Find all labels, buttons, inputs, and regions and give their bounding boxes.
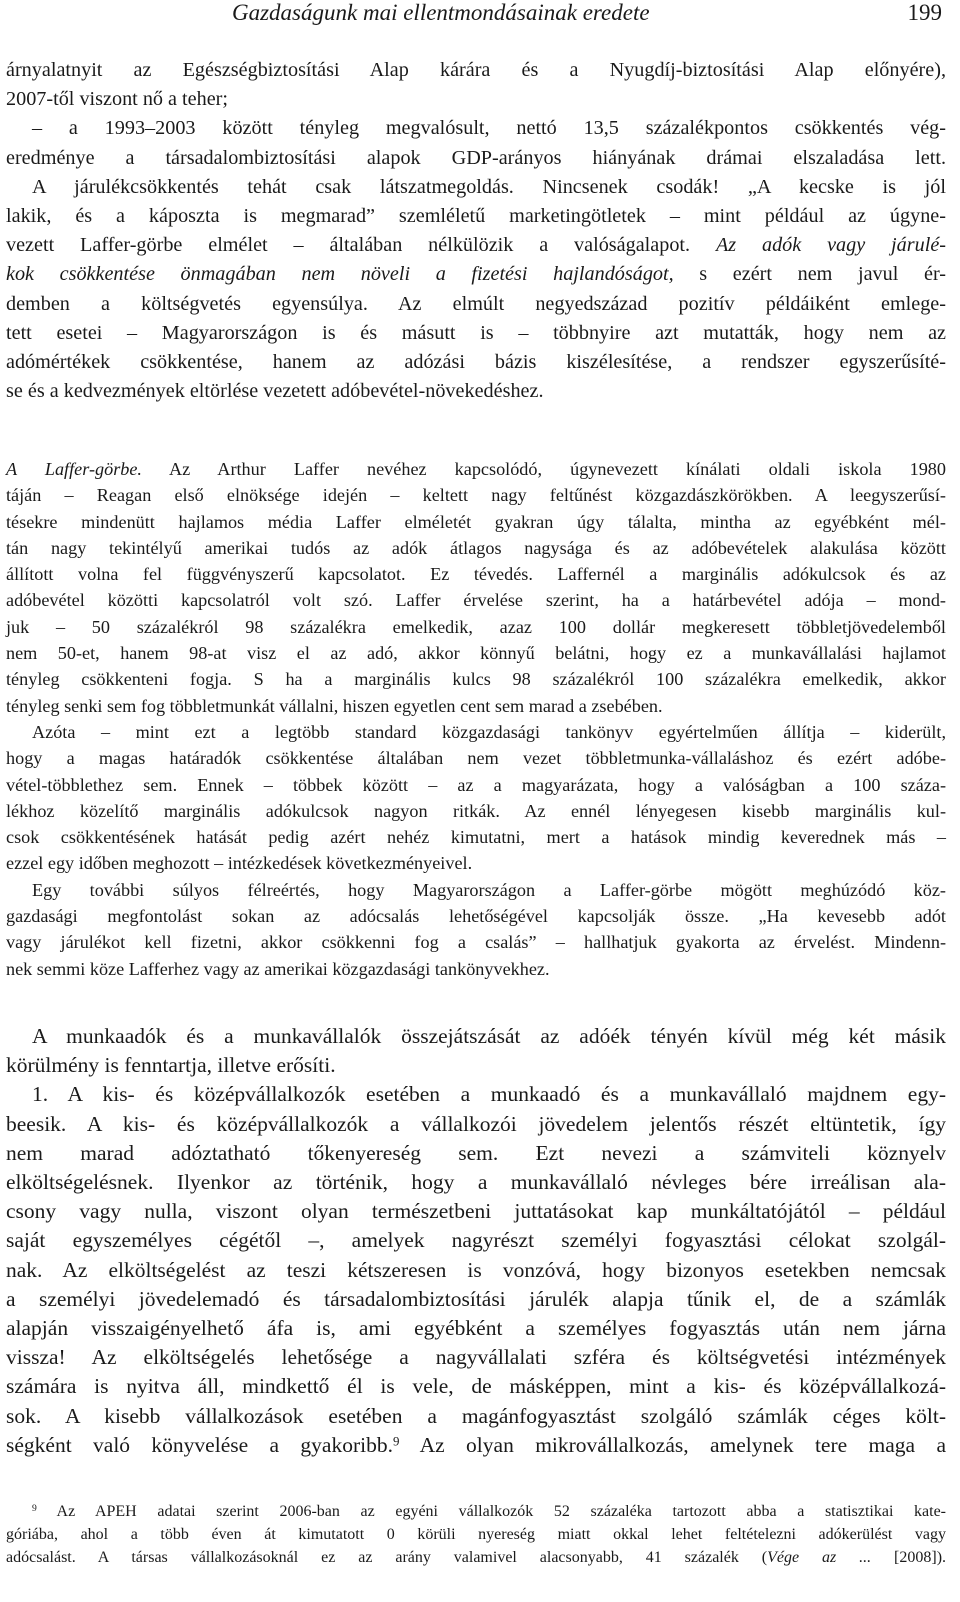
text-line [6, 1431, 946, 1460]
page-number: 199 [907, 0, 942, 25]
emphasis-text: kok csökkentése önmagában nem növeli a fizetési hajlandóságot, [6, 263, 674, 286]
text-line [6, 1500, 946, 1523]
text-line: tett esetei – Magyarországon is és másutt is – többnyire azt mutatták, hogy nem az [6, 321, 946, 344]
text-run: ségként való könyvelése a gyakoribb. [6, 1432, 393, 1457]
text-line: állított volna fel függvényszerű kapcsolatot. Ez tévedés. Laffernél a marginális adókulcsok és az [6, 564, 946, 585]
text-line: eredménye a társadalombiztosítási alapok GDP-arányos hiányának drámai elszaladása lett. [6, 146, 946, 169]
text-line: árnyalatnyit az Egészségbiztosítási Alap kárára és a Nyugdíj-biztosítási Alap előnyére), [6, 59, 946, 81]
footnote-reference[interactable]: 9 [392, 1434, 400, 1449]
section-heading: A Laffer-görbe. [6, 459, 142, 479]
text-line [6, 1546, 946, 1569]
text-line: táján – Reagan első elnöksége idején – keltett nagy feltűnést közgazdászkörökben. A leegyszerűsí- [6, 485, 946, 506]
text-line: alapján visszaigényelhető áfa is, ami egyébként a személyes fogyasztás után nem járna [6, 1316, 946, 1341]
text-line: tán nagy tekintélyű amerikai tudós az adók átlagos nagysága és az adóbevételek alakulása között [6, 537, 946, 558]
text-line [6, 456, 946, 482]
text-line: tésekre mindenütt hajlamos média Laffer elméletét gyakran úgy tálalta, mintha az egyébként mél- [6, 511, 946, 532]
text-run: Az olyan mikrovállalkozás, amelynek tere maga a [419, 1432, 946, 1457]
text-line: se és a kedvezmények eltörlése vezetett adóbevétel-növekedéshez. [6, 380, 544, 403]
text-run: vezett Laffer-görbe elmélet – általában nélkülözik a valóságalapot. [6, 234, 691, 257]
text-line: 1. A kis- és középvállalkozók esetében a munkaadó és a munkavállaló majdnem egy- [32, 1082, 946, 1107]
text-line: vagy járulékot kell fizetni, akkor csökkenni fog a csalás” – hallhatjuk gyakorta az érvelést. Mindenn- [6, 932, 946, 953]
text-line: Azóta – mint ezt a legtöbb standard közgazdasági tankönyv egyértelműen állítja – kiderült, [32, 721, 946, 742]
paragraph-laffer-curve [6, 456, 946, 982]
text-line: sok. A kisebb vállalkozások esetében a magánfogyasztást szolgáló számlák céges költ- [6, 1403, 946, 1428]
text-line: lékhoz közelítő marginális adókulcsok nagyon ritkák. Az ennél lényegesen kisebb marginális kul- [6, 800, 946, 821]
text-line: 2007-től viszont nő a teher; [6, 88, 229, 111]
text-line: körülmény is fenntartja, illetve erősíti. [6, 1053, 336, 1078]
text-line: tényleg csökkenteni fogja. S ha a marginális kulcs 98 százalékról 100 százalékra emelkedik, akkor [6, 669, 946, 690]
text-line: csony vagy nulla, viszont olyan természetbeni juttatásokat kap munkáltatójától – például [6, 1199, 946, 1224]
running-title: Gazdaságunk mai ellentmondásainak eredete [232, 0, 650, 25]
text-line: hogy a magas határadók csökkentése általában nem vezet többletmunka-vállaláshoz és ezért adóbe- [6, 748, 946, 769]
text-line: számára is nyitva áll, mindkettő él is vele, de másképpen, mint a kis- és középvállalkozá- [6, 1374, 946, 1399]
text-line: elköltségelésnek. Ilyenkor az történik, hogy a munkavállaló névleges bére irreálisan ala- [6, 1170, 946, 1195]
text-run: adócsalást. A társas vállalkozásoknál ez az arány valamivel alacsonyabb, 41 százalék ( [6, 1549, 768, 1566]
text-line: ezzel egy időben meghozott – intézkedések következményeivel. [6, 853, 473, 874]
text-line: vétel-többlethez sem. Ennek – többek között – az a magyarázata, hogy a valóságban a 100 száza- [6, 774, 946, 795]
footnote-9 [6, 1500, 946, 1569]
text-line: beesik. A kis- és középvállalkozók a vállalkozói jövedelem jelentős részét eltüntetik, így [6, 1111, 946, 1136]
text-line: nem 50-et, hanem 98-at visz el az adó, akkor könnyű belátni, hogy ez a munkavállalási hajlamot [6, 643, 946, 664]
text-line: gazdasági megfontolást sokan az adócsalás lehetőségével kapcsolják össze. „Ha kevesebb adót [6, 906, 946, 927]
text-line: saját egyszemélyes cégétől –, amelyek nagyrészt személyi fogyasztási célokat szolgál- [6, 1228, 946, 1253]
text-line: a személyi jövedelemadó és társadalombiztosítási járulék alapja tűnik el, de a számlák [6, 1286, 946, 1311]
text-line: tényleg senki sem fog többletmunkát vállalni, hiszen egyetlen cent sem marad a zsebében. [6, 695, 663, 716]
running-header [232, 0, 942, 30]
text-line: nem marad adóztatható tőkenyereség sem. Ezt nevezi a számviteli köznyelv [6, 1140, 946, 1165]
text-line: demben a költségvetés egyensúlya. Az elmúlt negyedszázad pozitív példáiként emlege- [6, 292, 946, 315]
text-line: adóbevétel közötti kapcsolatról volt szó. Laffer érvelése szerint, ha a határbevétel adója – mond- [6, 590, 946, 611]
text-line: A munkaadók és a munkavállalók összejátszását az adóék tényén kívül még két másik [32, 1024, 946, 1048]
emphasis-text: Az adók vagy járulé- [715, 234, 946, 257]
paragraph-collusion [6, 1022, 946, 1460]
citation-title: Vége az ... [767, 1549, 872, 1566]
text-line: A járulékcsökkentés tehát csak látszatmegoldás. Nincsenek csodák! „A kecske is jól [32, 175, 946, 198]
text-line: vissza! Az elköltségelés lehetősége a nagyvállalati szféra és költségvetési intézmények [6, 1345, 946, 1370]
text-line: – a 1993–2003 között tényleg megvalósult, nettó 13,5 százalékpontos csökkentés vég- [32, 117, 946, 140]
text-run: [2008]). [871, 1549, 947, 1566]
text-line: nek semmi köze Lafferhez vagy az amerikai közgazdasági tankönyvekhez. [6, 958, 550, 979]
text-line: juk – 50 százalékról 98 százalékra emelkedik, azaz 100 dollár megkeresett többletjövedelemből [6, 616, 946, 637]
text-line: Egy további súlyos félreértés, hogy Magyarországon a Laffer-görbe mögött meghúzódó köz- [32, 879, 946, 900]
text-run: Az Arthur Laffer nevéhez kapcsolódó, úgynevezett kínálati oldali iskola 1980 [169, 459, 946, 479]
text-run: Az APEH adatai szerint 2006-ban az egyéni vállalkozók 52 százaléka tartozott abba a statisztikai kate- [56, 1503, 946, 1520]
text-run: s ezért nem javul ér- [699, 263, 946, 286]
text-line: csok csökkentésének hatását pedig azért nehéz kimutatni, mert a hatások mindig keverednek más – [6, 827, 946, 848]
footnote-number: 9 [32, 1503, 37, 1515]
text-line [6, 231, 946, 260]
paragraph-tax-cut-argument [6, 56, 946, 406]
text-line: nak. Az elköltségelést az teszi kétszeresen is vonzóvá, hogy bizonyos esetekben nemcsak [6, 1257, 946, 1282]
text-line: adómértékek csökkentése, hanem az adózási bázis kiszélesítése, a rendszer egyszerűsíté- [6, 351, 946, 374]
text-line [6, 260, 946, 289]
text-line: góriába, ahol a több éven át kimutatott 0 körüli nyereség miatt okkal lehet feltételezni adókerülést vagy [6, 1526, 946, 1543]
text-line: lakik, és a káposzta is megmarad” szemléletű marketingötletek – mint például az úgyne- [6, 205, 946, 228]
